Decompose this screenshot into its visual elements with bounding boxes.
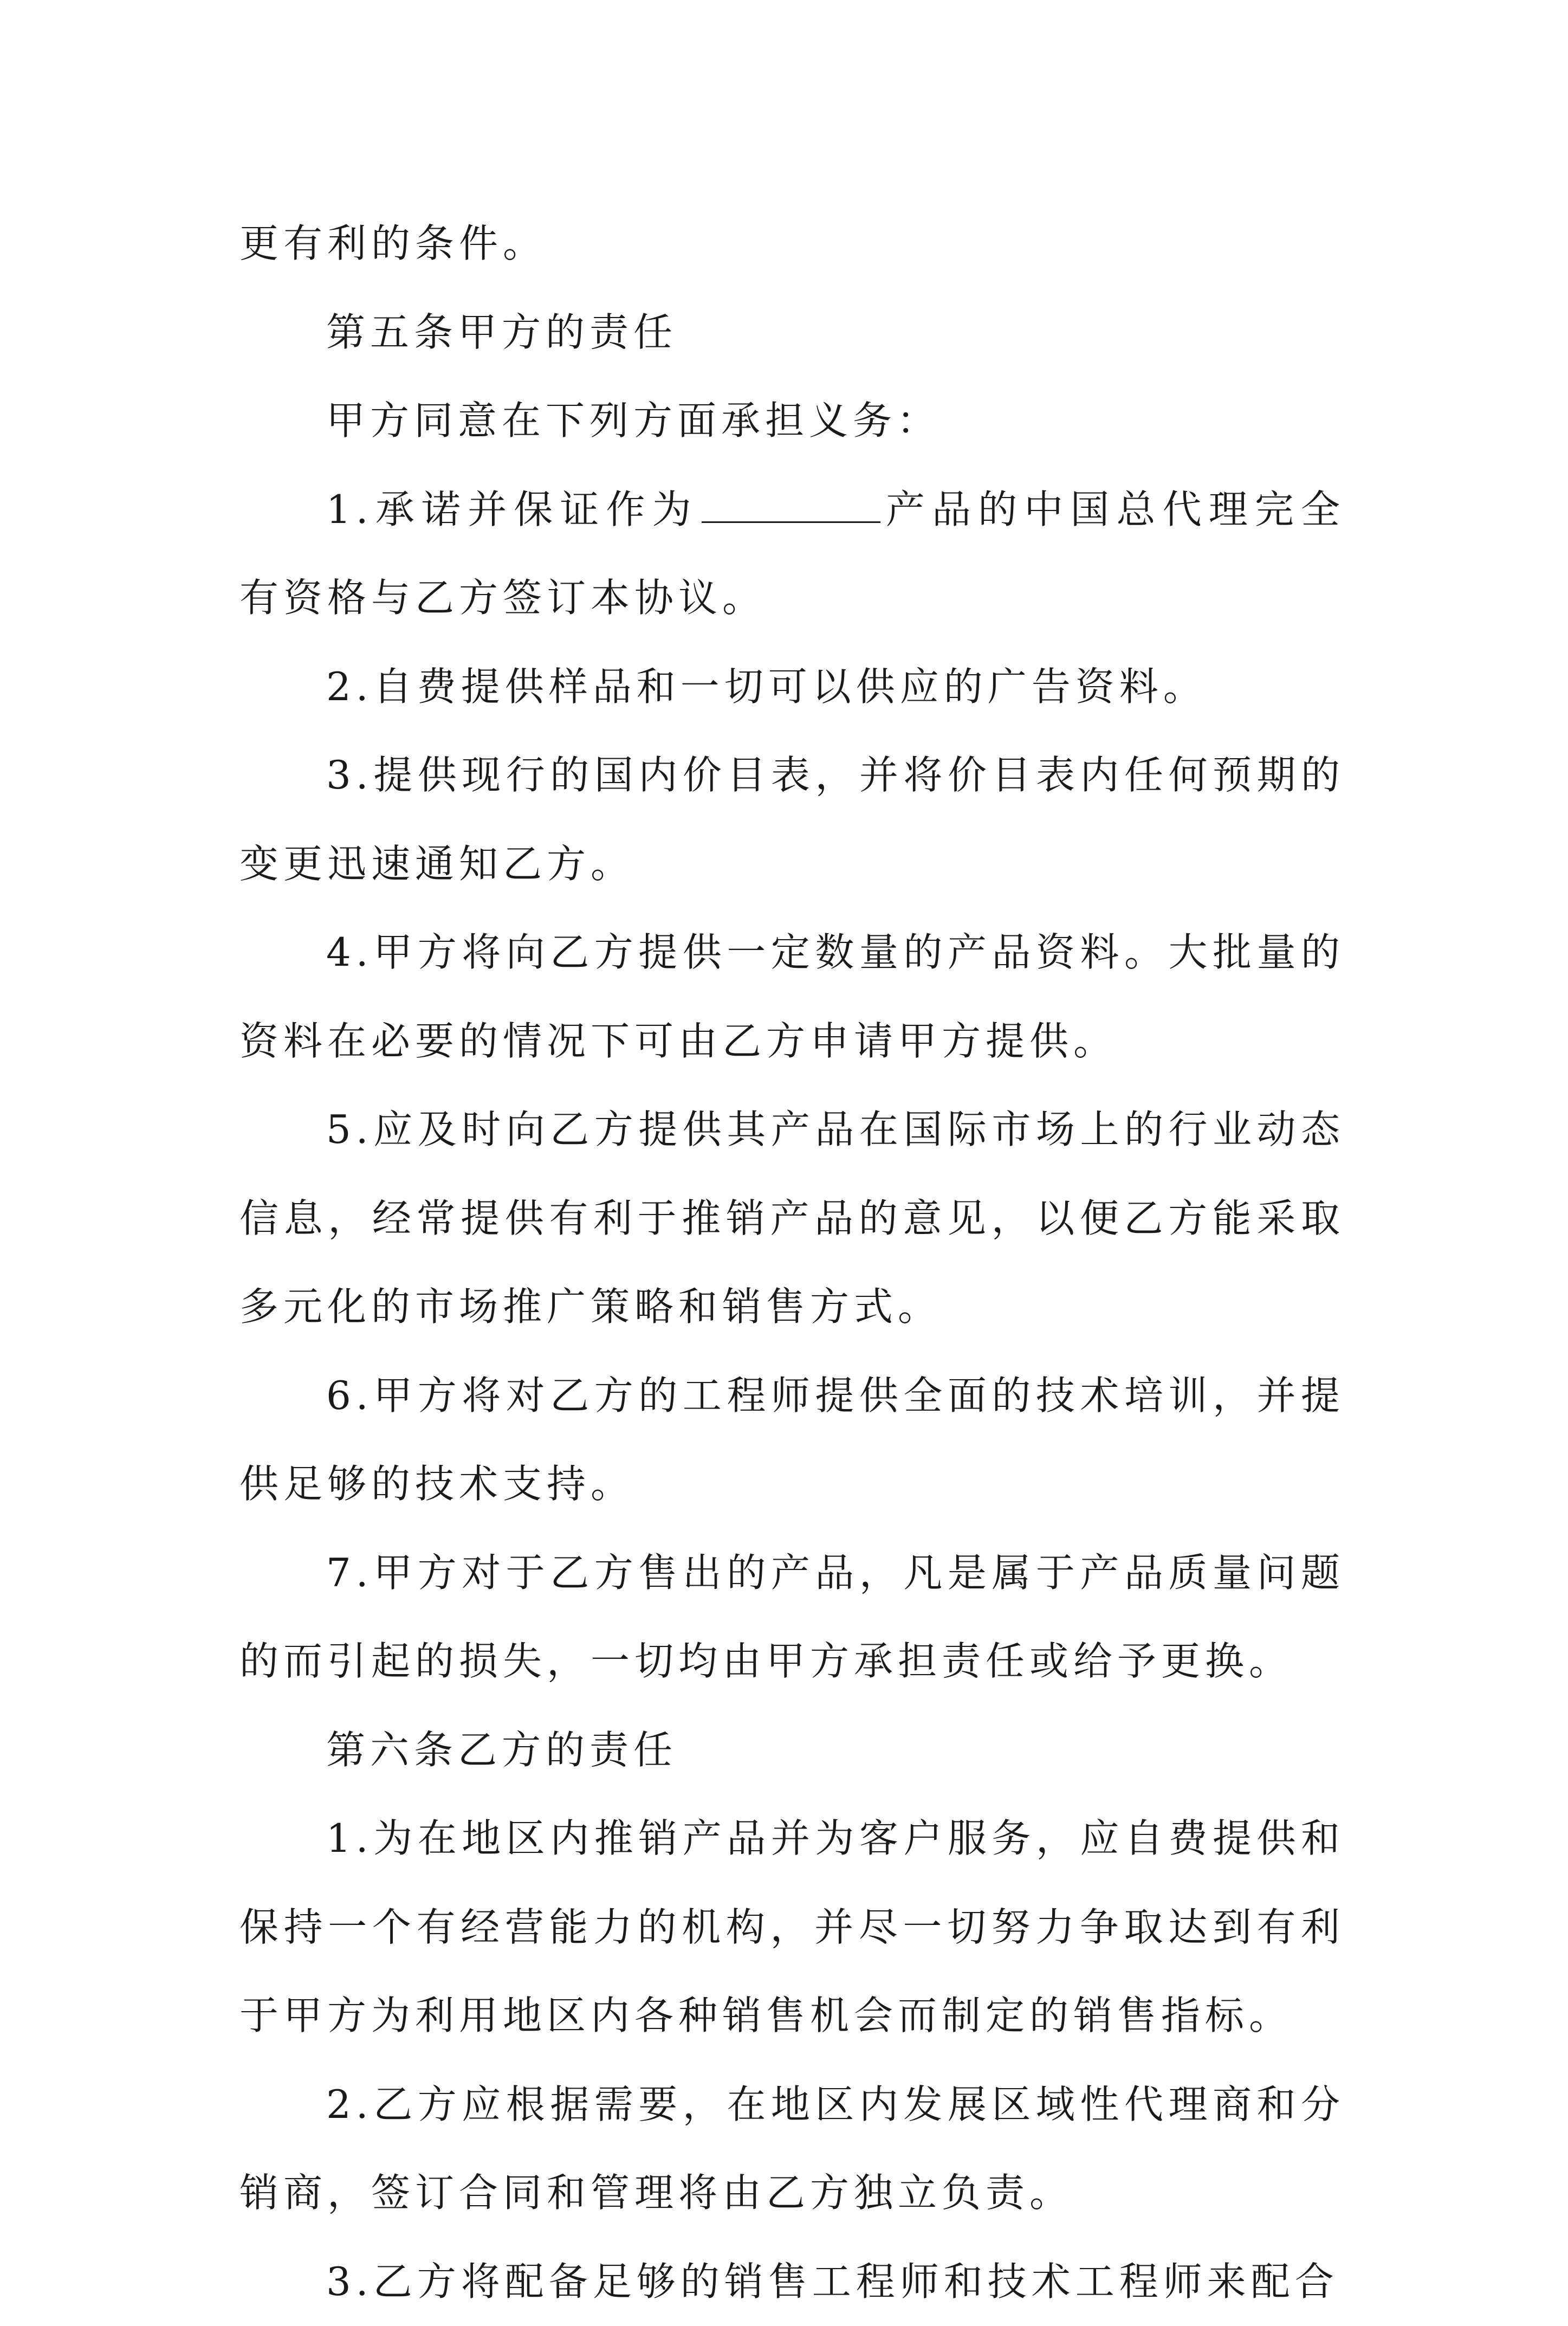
article-5-item-6: 6.甲方将对乙方的工程师提供全面的技术培训，并提供足够的技术支持。 <box>239 1352 1345 1529</box>
article-6-heading: 第六条乙方的责任 <box>239 1706 1345 1795</box>
paragraph-continuation: 更有利的条件。 <box>239 199 1345 288</box>
document-body <box>239 199 1345 2326</box>
article-5-item-3: 3.提供现行的国内价目表，并将价目表内任何预期的变更迅速通知乙方。 <box>239 731 1345 908</box>
product-name-blank <box>702 489 880 523</box>
item-1-text-after: 产品的中国总代理完全有资格与乙方签订本协议。 <box>239 487 1345 621</box>
article-6-item-2: 2.乙方应根据需要，在地区内发展区域性代理商和分销商，签订合同和管理将由乙方独立负责。 <box>239 2060 1345 2238</box>
article-5-item-5: 5.应及时向乙方提供其产品在国际市场上的行业动态信息，经常提供有利于推销产品的意见，以便乙方能采取多元化的市场推广策略和销售方式。 <box>239 1086 1345 1352</box>
item-1-text-before: 1.承诺并保证作为 <box>326 487 698 532</box>
article-5-item-4: 4.甲方将向乙方提供一定数量的产品资料。大批量的资料在必要的情况下可由乙方申请甲方提供。 <box>239 908 1345 1086</box>
article-5-item-2: 2.自费提供样品和一切可以供应的广告资料。 <box>239 643 1345 732</box>
article-5-heading: 第五条甲方的责任 <box>239 288 1345 377</box>
article-6-item-1: 1.为在地区内推销产品并为客户服务，应自费提供和保持一个有经营能力的机构，并尽一切努力争取达到有利于甲方为利用地区内各种销售机会而制定的销售指标。 <box>239 1794 1345 2060</box>
article-5-item-7: 7.甲方对于乙方售出的产品，凡是属于产品质量问题的而引起的损失，一切均由甲方承担责任或给予更换。 <box>239 1529 1345 1706</box>
article-5-item-1 <box>239 466 1345 643</box>
article-6-item-3: 3.乙方将配备足够的销售工程师和技术工程师来配合 <box>239 2238 1345 2326</box>
article-5-intro: 甲方同意在下列方面承担义务： <box>239 377 1345 466</box>
